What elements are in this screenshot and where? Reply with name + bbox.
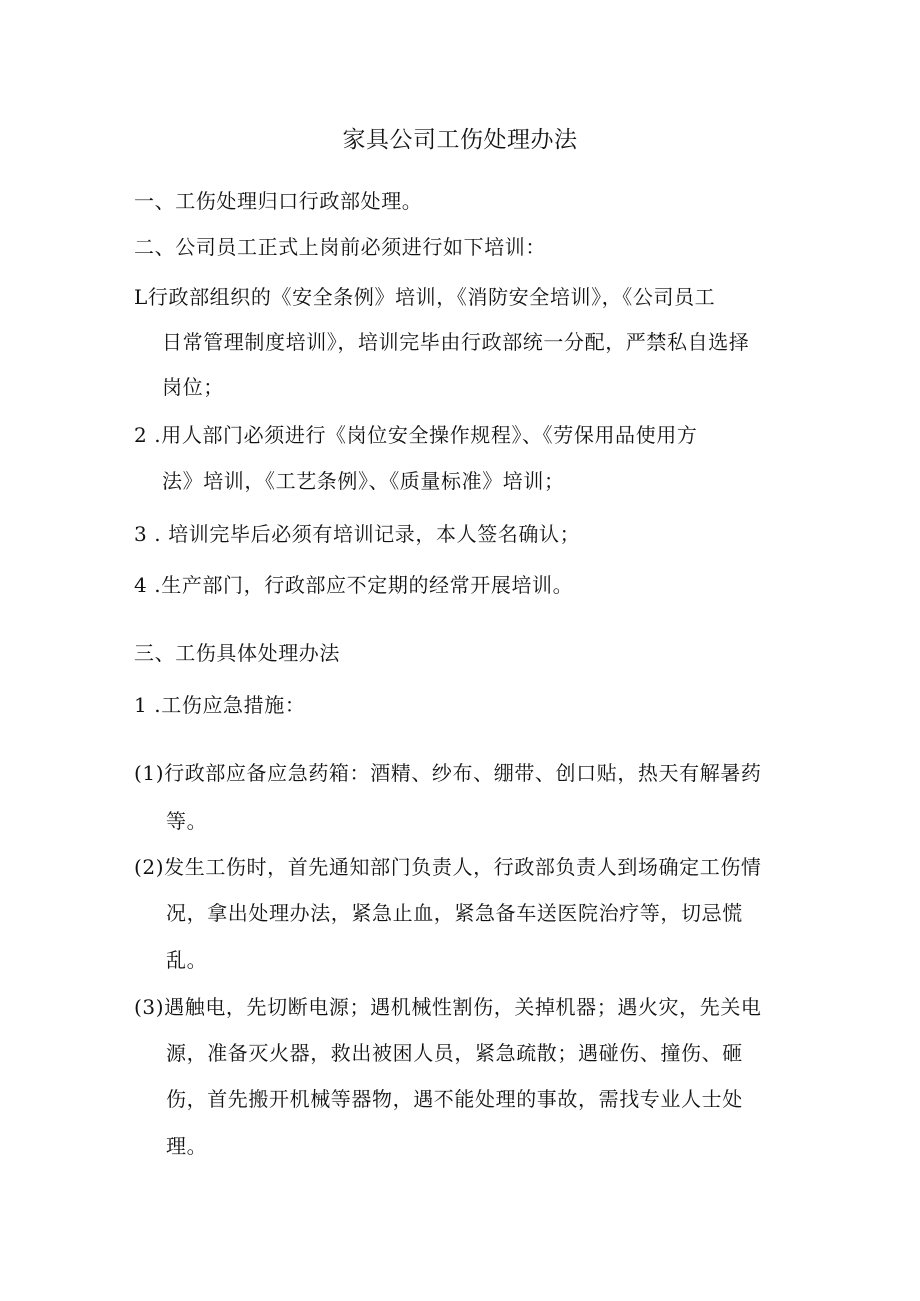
training-item-1-line-1: L行政部组织的《安全条例》培训，《消防安全培训》，《公司员工 (134, 285, 716, 309)
measure-2-line-2: 况，拿出处理办法，紧急止血，紧急备车送医院治疗等，切忌慌 (166, 901, 743, 925)
measure-3-line-1: (3)遇触电，先切断电源；遇机械性割伤，关掉机器；遇火灾，先关电 (134, 995, 762, 1019)
measure-1-line-1: (1)行政部应备应急药箱：酒精、纱布、绷带、创口贴，热天有解暑药 (134, 761, 762, 785)
training-item-1-line-3: 岗位； (162, 375, 224, 399)
training-item-4: 4 .生产部门，行政部应不定期的经常开展培训。 (134, 573, 574, 597)
measure-3-line-3: 伤，首先搬开机械等器物，遇不能处理的事故，需找专业人士处 (166, 1087, 743, 1111)
section-2-heading: 二、公司员工正式上岗前必须进行如下培训： (134, 235, 546, 259)
subsection-1-heading: 1 .工伤应急措施： (134, 693, 306, 717)
measure-2-line-1: (2)发生工伤时，首先通知部门负责人，行政部负责人到场确定工伤情 (134, 855, 762, 879)
measure-3-line-4: 理。 (166, 1134, 208, 1158)
measure-2-line-3: 乱。 (166, 948, 208, 972)
training-item-3: 3 . 培训完毕后必须有培训记录，本人签名确认； (134, 522, 581, 546)
measure-1-line-2: 等。 (166, 809, 208, 833)
training-item-2-line-2: 法》培训，《工艺条例》、《质量标准》培训； (162, 469, 565, 493)
measure-3-line-2: 源，准备灭火器，救出被困人员，紧急疏散；遇碰伤、撞伤、砸 (166, 1041, 743, 1065)
section-1-heading: 一、工伤处理归口行政部处理。 (134, 189, 423, 213)
training-item-1-line-2: 日常管理制度培训》，培训完毕由行政部统一分配，严禁私自选择 (162, 330, 750, 354)
section-3-heading: 三、工伤具体处理办法 (134, 641, 340, 665)
document-title: 家具公司工伤处理办法 (342, 127, 578, 153)
training-item-2-line-1: 2 .用人部门必须进行《岗位安全操作规程》、《劳保用品使用方 (134, 423, 698, 447)
